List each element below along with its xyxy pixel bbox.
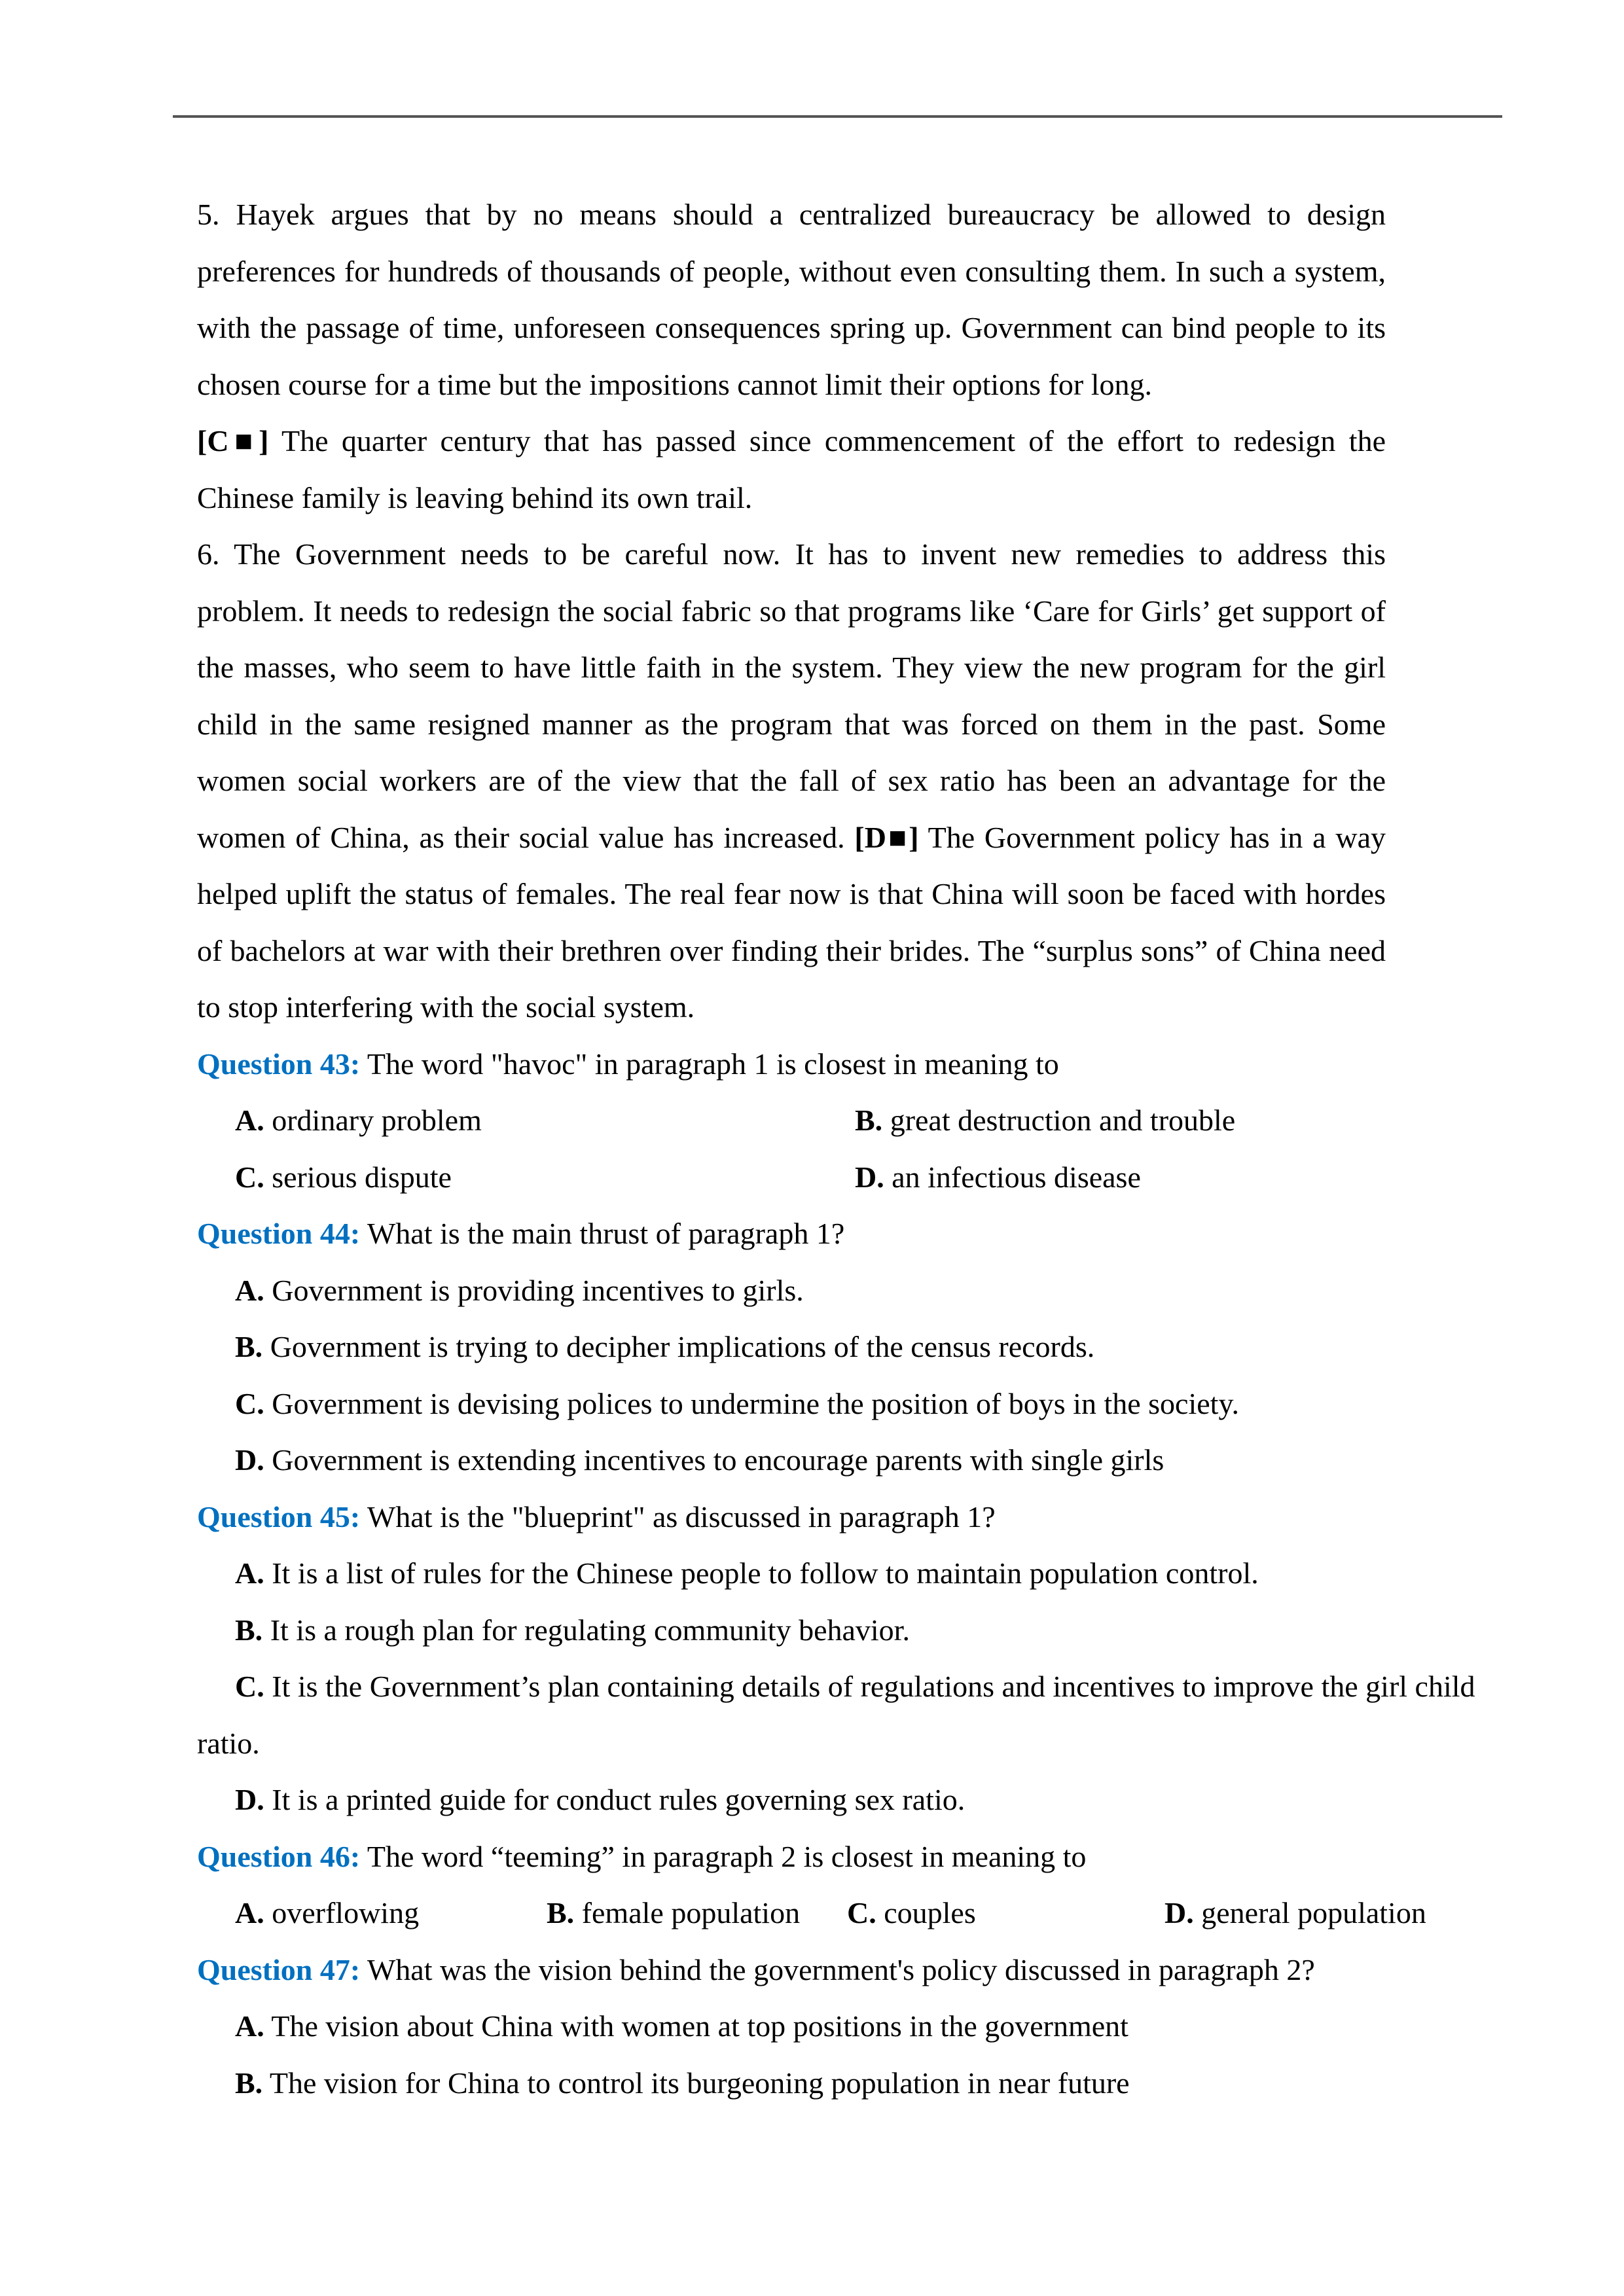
option-letter: D.: [235, 1783, 264, 1816]
option-letter: C.: [235, 1160, 264, 1194]
paragraph-text: The Government policy has in a way helped uplift the status of females. The real fear now is that China will soon be faced with hordes of bachelors at war with their brethren over finding their brides. The “surplus sons” of China need to stop interfering with the social system.: [197, 820, 1386, 1024]
option-a[interactable]: [197, 1545, 1386, 1602]
question-text: What was the vision behind the government's policy discussed in paragraph 2?: [360, 1952, 1315, 1986]
question-text: The word "havoc" in paragraph 1 is closest in meaning to: [360, 1047, 1059, 1081]
question-heading: [197, 1036, 1386, 1093]
question-heading: [197, 1489, 1386, 1546]
option-c[interactable]: [235, 1149, 452, 1206]
option-letter: B.: [235, 1613, 263, 1647]
option-text: It is a printed guide for conduct rules governing sex ratio.: [264, 1783, 965, 1816]
option-b[interactable]: [547, 1885, 800, 1942]
question-heading: [197, 1829, 1386, 1886]
option-letter: D.: [855, 1160, 884, 1194]
option-letter: D.: [1164, 1896, 1194, 1929]
question-label: Question 47:: [197, 1952, 361, 1986]
option-letter: B.: [235, 1330, 263, 1363]
question-43: [197, 1036, 1386, 1206]
option-text: Government is extending incentives to encourage parents with single girls: [264, 1443, 1164, 1477]
passage-paragraph-6: [197, 526, 1386, 1036]
option-text: The vision for China to control its burgeoning population in near future: [262, 2066, 1130, 2100]
option-b[interactable]: [197, 1602, 1386, 1659]
option-text: It is a list of rules for the Chinese people to follow to maintain population control.: [264, 1556, 1259, 1590]
option-letter: A.: [235, 1103, 264, 1137]
option-text: an infectious disease: [884, 1160, 1141, 1194]
option-text: overflowing: [264, 1896, 420, 1929]
question-47: [197, 1942, 1386, 2112]
question-44: [197, 1206, 1386, 1489]
passage-paragraph-5: [197, 187, 1386, 526]
insert-marker-d: [D■]: [854, 820, 919, 854]
option-letter: A.: [235, 2009, 264, 2043]
option-letter: B.: [235, 2066, 263, 2100]
question-text: The word “teeming” in paragraph 2 is closest in meaning to: [360, 1839, 1087, 1873]
question-heading: [197, 1942, 1386, 1999]
option-text: great destruction and trouble: [882, 1103, 1236, 1137]
option-text: couples: [876, 1896, 976, 1929]
option-c[interactable]: [197, 1376, 1386, 1433]
question-label: Question 46:: [197, 1839, 361, 1873]
insert-marker-c: [C■]: [197, 424, 269, 457]
question-label: Question 44:: [197, 1217, 361, 1250]
option-text: It is the Government’s plan containing details of regulations and incentives to improve the girl child ratio.: [197, 1670, 1475, 1760]
option-b[interactable]: [197, 2055, 1386, 2112]
option-b[interactable]: [855, 1092, 1235, 1149]
option-letter: A.: [235, 1273, 264, 1307]
question-45: [197, 1489, 1475, 1829]
option-text: The vision about China with women at top positions in the government: [264, 2009, 1128, 2043]
options-row: [197, 1885, 1426, 1942]
paragraph-text: The quarter century that has passed since commencement of the effort to redesign the Chinese family is leaving behind its own trail.: [197, 424, 1386, 514]
option-d[interactable]: [1164, 1885, 1426, 1942]
option-letter: D.: [235, 1443, 264, 1477]
option-b[interactable]: [197, 1319, 1386, 1376]
option-letter: B.: [547, 1896, 575, 1929]
option-d[interactable]: [197, 1432, 1386, 1489]
option-letter: C.: [235, 1670, 264, 1703]
question-label: Question 45:: [197, 1499, 361, 1534]
option-a[interactable]: [235, 1092, 482, 1149]
paragraph-text: 6. The Government needs to be careful now. It has to invent new remedies to address this problem. It needs to redesign the social fabric so that programs like ‘Care for Girls’ get support of the masses, who seem to have little faith in the system. They view the new program for the girl child in the same resigned manner as the program that was forced on them in the past. Some women social workers are of the view that the fall of sex ratio has been an advantage for the women of China, as their social value has increased.: [197, 537, 1386, 854]
option-letter: A.: [235, 1896, 264, 1929]
option-d[interactable]: [197, 1772, 1386, 1829]
option-a[interactable]: [197, 1263, 1386, 1319]
option-a[interactable]: [197, 1998, 1386, 2055]
option-text: Government is providing incentives to girls.: [264, 1273, 804, 1307]
question-text: What is the "blueprint" as discussed in paragraph 1?: [360, 1499, 996, 1534]
option-text: Government is trying to decipher implications of the census records.: [262, 1330, 1095, 1363]
option-letter: C.: [235, 1386, 264, 1420]
option-text: It is a rough plan for regulating community behavior.: [262, 1613, 910, 1647]
option-text: serious dispute: [264, 1160, 452, 1194]
option-d[interactable]: [855, 1149, 1141, 1206]
option-a[interactable]: [235, 1885, 419, 1942]
options-row: [197, 1149, 1386, 1206]
option-c[interactable]: [197, 1659, 1483, 1772]
option-letter: C.: [847, 1896, 876, 1929]
option-letter: A.: [235, 1556, 264, 1590]
option-text: general population: [1193, 1896, 1426, 1929]
option-letter: B.: [855, 1103, 883, 1137]
option-c[interactable]: [847, 1885, 976, 1942]
option-text: ordinary problem: [264, 1103, 482, 1137]
question-text: What is the main thrust of paragraph 1?: [360, 1217, 845, 1250]
question-46: [197, 1829, 1426, 1942]
header-rule: [173, 115, 1502, 118]
question-heading: [197, 1206, 1386, 1263]
option-text: Government is devising polices to undermine the position of boys in the society.: [264, 1386, 1239, 1420]
paragraph-text: 5. Hayek argues that by no means should a centralized bureaucracy be allowed to design preferences for hundreds of thousands of people, without even consulting them. In such a system, with the passage of time, unforeseen consequences spring up. Government can bind people to its chosen course for a time but the impositions cannot limit their options for long.: [197, 198, 1386, 401]
document-body: [197, 187, 1475, 2111]
option-text: female population: [574, 1896, 801, 1929]
question-label: Question 43:: [197, 1047, 361, 1081]
options-row: [197, 1092, 1386, 1149]
